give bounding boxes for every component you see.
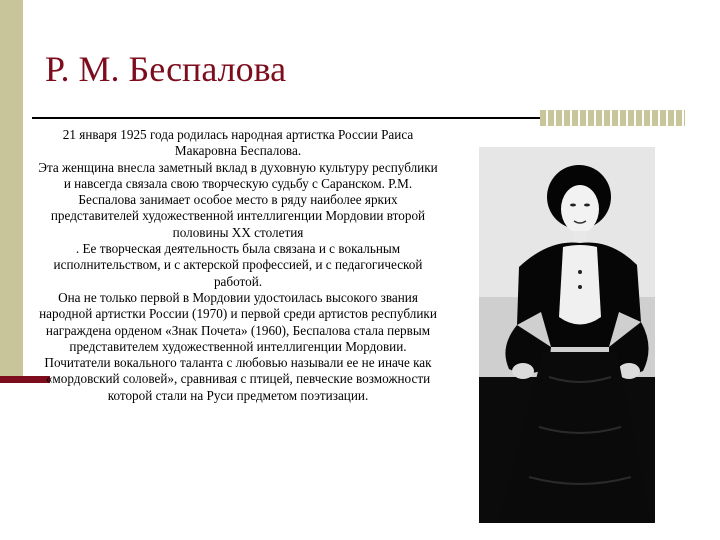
- paragraph-contribution: Эта женщина внесла заметный вклад в духовную культуру республики и навсегда связала свою творческую судьбу с Саранском. Р.М. Беспалова занимает особое место в ряду наиболее ярких представителей художественной интеллигенции Мордовии второй половины XX столетия: [38, 159, 438, 240]
- paragraph-honors: Она не только первой в Мордовии удостоилась высокого звания народной артистки России (1970) и первой среди артистов республики награждена орденом «Знак Почета» (1960), Беспалова стала первым представителем художественной интеллигенции Мордовии.: [39, 289, 437, 354]
- paragraph-birth: 21 января 1925 года родилась народная артистка России Раиса Макаровна Беспалова.: [62, 127, 414, 159]
- slide-title: Р. М. Беспалова: [45, 49, 287, 89]
- title-underline: [32, 117, 540, 119]
- paragraph-nightingale: Почитатели вокального таланта с любовью называли ее не иначе как «мордовский соловей», сравнивая с птицей, певческие возможности которой стали на Руси предметом поэтизации.: [44, 355, 432, 403]
- left-accent-bar: [0, 0, 23, 383]
- portrait-photo-icon: [479, 147, 655, 523]
- portrait-photo: [479, 147, 655, 523]
- decorative-stripe: [540, 110, 685, 126]
- slide-body: [38, 127, 438, 404]
- paragraph-career: . Ее творческая деятельность была связана и с вокальным исполнительством, и с актерской профессией, и с педагогической работой.: [53, 241, 423, 289]
